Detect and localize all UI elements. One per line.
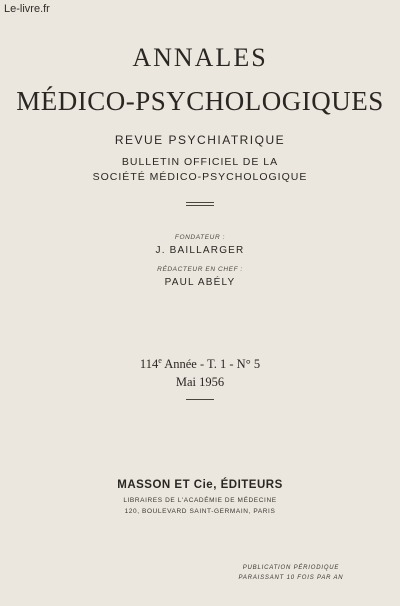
founder-name: J. BAILLARGER bbox=[155, 245, 245, 256]
issue-tome: T. 1 bbox=[207, 357, 227, 371]
publisher-line-1: LIBRAIRES DE L'ACADÉMIE DE MÉDECINE bbox=[123, 497, 277, 504]
issue-separator-2: - bbox=[229, 357, 234, 371]
issue-line bbox=[0, 356, 400, 372]
publisher-line-2: 120, BOULEVARD SAINT-GERMAIN, PARIS bbox=[124, 508, 276, 515]
divider-issue bbox=[186, 399, 214, 400]
issue-year-suffix: e bbox=[158, 355, 162, 365]
founder-label: FONDATEUR : bbox=[174, 234, 226, 241]
watermark: Le-livre.fr bbox=[4, 3, 50, 15]
journal-subtitle: MÉDICO-PSYCHOLOGIQUES bbox=[16, 86, 384, 116]
bulletin-line-2: SOCIÉTÉ MÉDICO-PSYCHOLOGIQUE bbox=[92, 171, 308, 183]
periodicity-line-1: PUBLICATION PÉRIODIQUE bbox=[242, 565, 340, 571]
issue-year-word: Année bbox=[164, 357, 197, 371]
issue-number: N° 5 bbox=[236, 357, 261, 371]
issue-date: Mai 1956 bbox=[175, 375, 225, 389]
editor-label: RÉDACTEUR EN CHEF : bbox=[157, 266, 243, 273]
revue-line: REVUE PSYCHIATRIQUE bbox=[114, 133, 286, 147]
divider-bottom bbox=[186, 205, 214, 206]
bulletin-line-1: BULLETIN OFFICIEL DE LA bbox=[121, 156, 279, 168]
issue-separator-1: - bbox=[199, 357, 205, 371]
editor-name: PAUL ABÉLY bbox=[164, 277, 236, 288]
journal-title: ANNALES bbox=[132, 43, 268, 72]
periodicity-line-2: PARAISSANT 10 FOIS PAR AN bbox=[238, 575, 344, 581]
divider-top bbox=[186, 202, 214, 203]
publisher-name: MASSON ET Cie, ÉDITEURS bbox=[117, 479, 283, 491]
issue-year-number: 114 bbox=[139, 357, 159, 371]
bulletin-block bbox=[0, 155, 400, 185]
